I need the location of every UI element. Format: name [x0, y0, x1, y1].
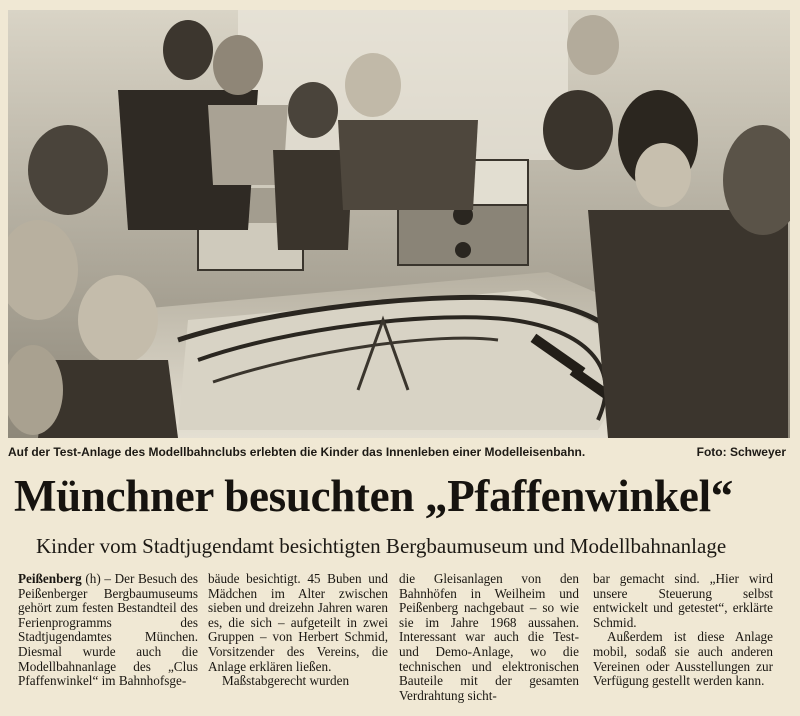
column-4-text: bar gemacht sind. „Hier wird unsere Steuerung selbst entwickelt und getestet“, erklärte Schmid.	[593, 571, 773, 630]
column-3-text: die Gleisanlagen von den Bahnhöfen in Weilheim und Peißenberg nachgebaut – so wie sie im Jahre 1968 aussahen. Interessant war auch die Test- und Demo-Anlage, wo die technischen und elektronischen Bauteile mit der gesamten Verdrahtung sicht-	[399, 571, 579, 703]
article-column-2	[208, 572, 388, 689]
headline: Münchner besuchten „Pfaffenwinkel“	[14, 471, 733, 521]
article-body	[18, 572, 794, 716]
column-2-text: bäude besichtigt. 45 Buben und Mädchen im Alter zwischen sieben und dreizehn Jahren waren es, die sich – aufgeteilt in zwei Gruppen – von Herbert Schmid, Vorsitzender des Vereins, die Anlage erklären ließen.	[208, 571, 388, 674]
article-column-1	[18, 572, 198, 689]
subheadline: Kinder vom Stadtjugendamt besichtigten Bergbaumuseum und Modellbahnanlage	[36, 534, 727, 558]
photo-model-railway-icon	[8, 10, 790, 438]
column-1-text: (h) – Der Besuch des Peißenberger Bergbaumuseums gehört zum festen Bestandteil des Ferienprogramms des Stadtjugendamtes München. Diesmal wurde auch die Modellbahnanlage des „Clus Pfaffenwinkel“ im Bahnhofsge-	[18, 571, 198, 689]
dateline: Peißenberg	[18, 571, 82, 586]
article-column-4	[593, 572, 773, 689]
photo-credit: Foto: Schweyer	[696, 445, 786, 459]
article-column-3	[399, 572, 579, 703]
photo-caption	[8, 442, 790, 462]
column-2-text-b: Maßstabgerecht wurden	[222, 673, 350, 689]
column-4-text-b: Außerdem ist diese Anlage mobil, sodaß sie auch anderen Vereinen oder Ausstellungen zur Verfügung gestellt werden kann.	[593, 629, 773, 689]
caption-text: Auf der Test-Anlage des Modellbahnclubs erlebten die Kinder das Innenleben einer Modelleisenbahn.	[8, 445, 586, 459]
article-photo	[8, 10, 790, 438]
